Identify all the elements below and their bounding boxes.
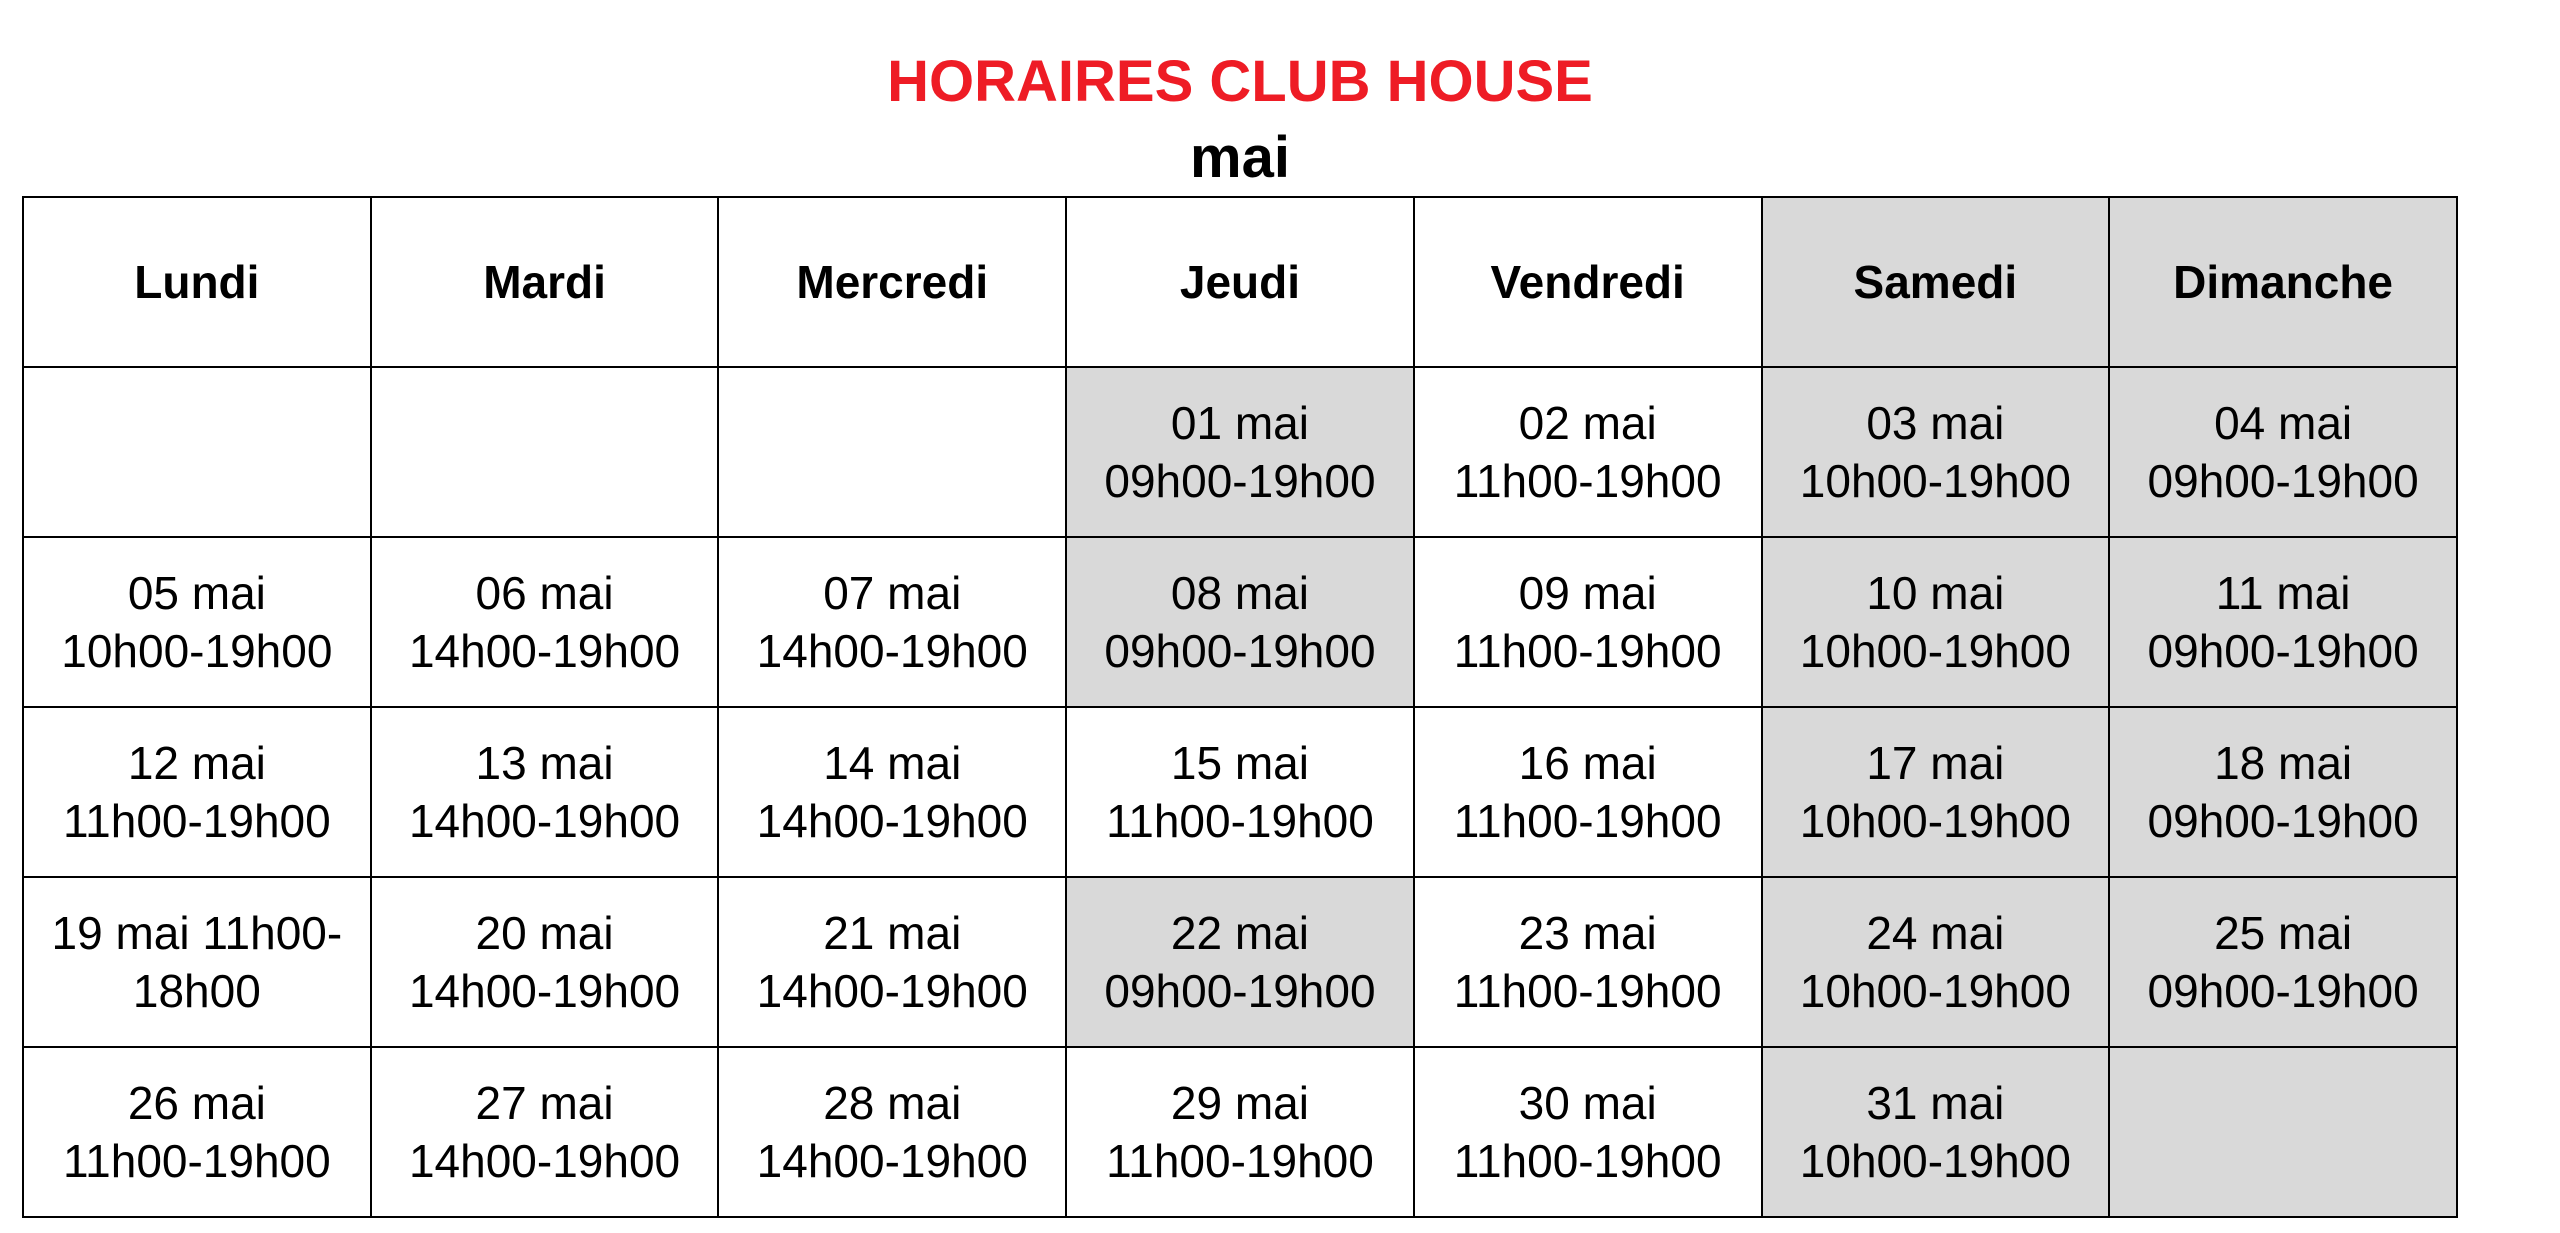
- cell-hours: 14h00-19h00: [756, 965, 1028, 1017]
- schedule-cell: [1414, 1047, 1762, 1217]
- cell-date: 03 mai: [1866, 397, 2005, 449]
- cell-hours: 09h00-19h00: [1104, 965, 1376, 1017]
- cell-date: 28 mai: [823, 1077, 962, 1129]
- header-dimanche: Dimanche: [2109, 197, 2457, 367]
- cell-date: 13 mai: [475, 737, 614, 789]
- header-mercredi: Mercredi: [718, 197, 1066, 367]
- header-row: [23, 197, 2457, 367]
- schedule-cell: [718, 877, 1066, 1047]
- cell-date: 19 mai 11h00-: [51, 907, 343, 959]
- schedule-cell: [718, 367, 1066, 537]
- schedule-cell: [2109, 537, 2457, 707]
- cell-hours: 09h00-19h00: [2147, 965, 2419, 1017]
- schedule-cell: [2109, 877, 2457, 1047]
- schedule-cell: [1414, 537, 1762, 707]
- schedule-cell: [1066, 877, 1414, 1047]
- header-jeudi: Jeudi: [1066, 197, 1414, 367]
- cell-date: 30 mai: [1518, 1077, 1657, 1129]
- schedule-cell: [371, 707, 719, 877]
- cell-hours: 14h00-19h00: [408, 1135, 681, 1187]
- cell-hours: 09h00-19h00: [2147, 455, 2419, 507]
- cell-hours: 14h00-19h00: [756, 1135, 1028, 1187]
- cell-date: 05 mai: [127, 567, 266, 619]
- cell-hours: 11h00-19h00: [1106, 795, 1374, 847]
- cell-hours: 10h00-19h00: [61, 625, 333, 677]
- schedule-cell: [371, 367, 719, 537]
- cell-hours: 11h00-19h00: [1453, 795, 1722, 847]
- cell-hours: 14h00-19h00: [408, 625, 681, 677]
- cell-hours: 09h00-19h00: [1104, 455, 1376, 507]
- schedule-cell: [718, 1047, 1066, 1217]
- cell-hours: 14h00-19h00: [756, 795, 1028, 847]
- table-row: [23, 1047, 2457, 1217]
- schedule-cell: [23, 1047, 371, 1217]
- schedule-cell: [1066, 537, 1414, 707]
- cell-date: 06 mai: [475, 567, 614, 619]
- cell-date: 21 mai: [823, 907, 962, 959]
- schedule-cell: [2109, 367, 2457, 537]
- cell-hours: 11h00-19h00: [62, 1135, 331, 1187]
- month-subtitle: mai: [1190, 125, 1290, 190]
- cell-date: 18 mai: [2214, 737, 2353, 789]
- schedule-cell: [23, 707, 371, 877]
- table-row: [23, 877, 2457, 1047]
- cell-hours: 10h00-19h00: [1799, 625, 2071, 677]
- cell-hours: 14h00-19h00: [756, 625, 1028, 677]
- schedule-cell: [2109, 707, 2457, 877]
- cell-date: 20 mai: [475, 907, 614, 959]
- schedule-cell: [1762, 1047, 2110, 1217]
- cell-hours: 10h00-19h00: [1799, 455, 2071, 507]
- cell-date: 01 mai: [1170, 397, 1309, 449]
- cell-date: 09 mai: [1518, 567, 1657, 619]
- schedule-cell: [1066, 1047, 1414, 1217]
- cell-hours: 09h00-19h00: [2147, 795, 2419, 847]
- schedule-cell: [1762, 707, 2110, 877]
- cell-hours: 14h00-19h00: [408, 965, 681, 1017]
- schedule-cell: [23, 537, 371, 707]
- cell-date: 25 mai: [2214, 907, 2353, 959]
- header-samedi: Samedi: [1762, 197, 2110, 367]
- schedule-cell: [1414, 877, 1762, 1047]
- header-vendredi: Vendredi: [1414, 197, 1762, 367]
- cell-date: 29 mai: [1170, 1077, 1309, 1129]
- schedule-cell: [1066, 367, 1414, 537]
- cell-date: 23 mai: [1518, 907, 1657, 959]
- cell-hours: 11h00-19h00: [1453, 1135, 1722, 1187]
- cell-date: 10 mai: [1866, 567, 2005, 619]
- cell-date: 15 mai: [1170, 737, 1309, 789]
- schedule-cell: [1762, 367, 2110, 537]
- schedule-cell: [1414, 367, 1762, 537]
- schedule-cell: [1066, 707, 1414, 877]
- schedule-table: [22, 196, 2458, 1218]
- cell-date: 26 mai: [127, 1077, 266, 1129]
- cell-hours: 09h00-19h00: [1104, 625, 1376, 677]
- schedule-cell: [1762, 537, 2110, 707]
- cell-hours: 11h00-19h00: [1453, 965, 1722, 1017]
- table-row: [23, 537, 2457, 707]
- cell-hours: 11h00-19h00: [62, 795, 331, 847]
- schedule-cell: [718, 537, 1066, 707]
- cell-date: 02 mai: [1518, 397, 1657, 449]
- header-lundi: Lundi: [23, 197, 371, 367]
- schedule-cell: [371, 537, 719, 707]
- cell-date: 12 mai: [127, 737, 266, 789]
- schedule-cell: [1414, 707, 1762, 877]
- cell-date: 31 mai: [1866, 1077, 2005, 1129]
- cell-hours: 14h00-19h00: [408, 795, 681, 847]
- schedule-cell: [23, 367, 371, 537]
- cell-date: 04 mai: [2214, 397, 2353, 449]
- cell-date: 08 mai: [1170, 567, 1309, 619]
- table-row: [23, 707, 2457, 877]
- cell-date: 17 mai: [1866, 737, 2005, 789]
- cell-date: 27 mai: [475, 1077, 614, 1129]
- schedule-cell: [371, 877, 719, 1047]
- schedule-cell: [2109, 1047, 2457, 1217]
- page-title: HORAIRES CLUB HOUSE: [887, 49, 1593, 114]
- header-mardi: Mardi: [371, 197, 719, 367]
- cell-hours: 10h00-19h00: [1799, 965, 2071, 1017]
- cell-date: 22 mai: [1170, 907, 1309, 959]
- cell-hours: 10h00-19h00: [1799, 795, 2071, 847]
- cell-hours: 11h00-19h00: [1453, 625, 1722, 677]
- cell-hours: 10h00-19h00: [1799, 1135, 2071, 1187]
- cell-date: 16 mai: [1518, 737, 1657, 789]
- cell-date: 07 mai: [823, 567, 962, 619]
- cell-date: 24 mai: [1866, 907, 2005, 959]
- schedule-cell: [1762, 877, 2110, 1047]
- schedule-cell: [371, 1047, 719, 1217]
- table-row: [23, 367, 2457, 537]
- cell-date: 14 mai: [823, 737, 962, 789]
- cell-hours: 09h00-19h00: [2147, 625, 2419, 677]
- cell-hours: 18h00: [132, 965, 261, 1017]
- schedule-body: [23, 367, 2457, 1217]
- cell-date: 11 mai: [2215, 567, 2351, 619]
- schedule-cell: [23, 877, 371, 1047]
- schedule-cell: [718, 707, 1066, 877]
- cell-hours: 11h00-19h00: [1106, 1135, 1374, 1187]
- cell-hours: 11h00-19h00: [1453, 455, 1722, 507]
